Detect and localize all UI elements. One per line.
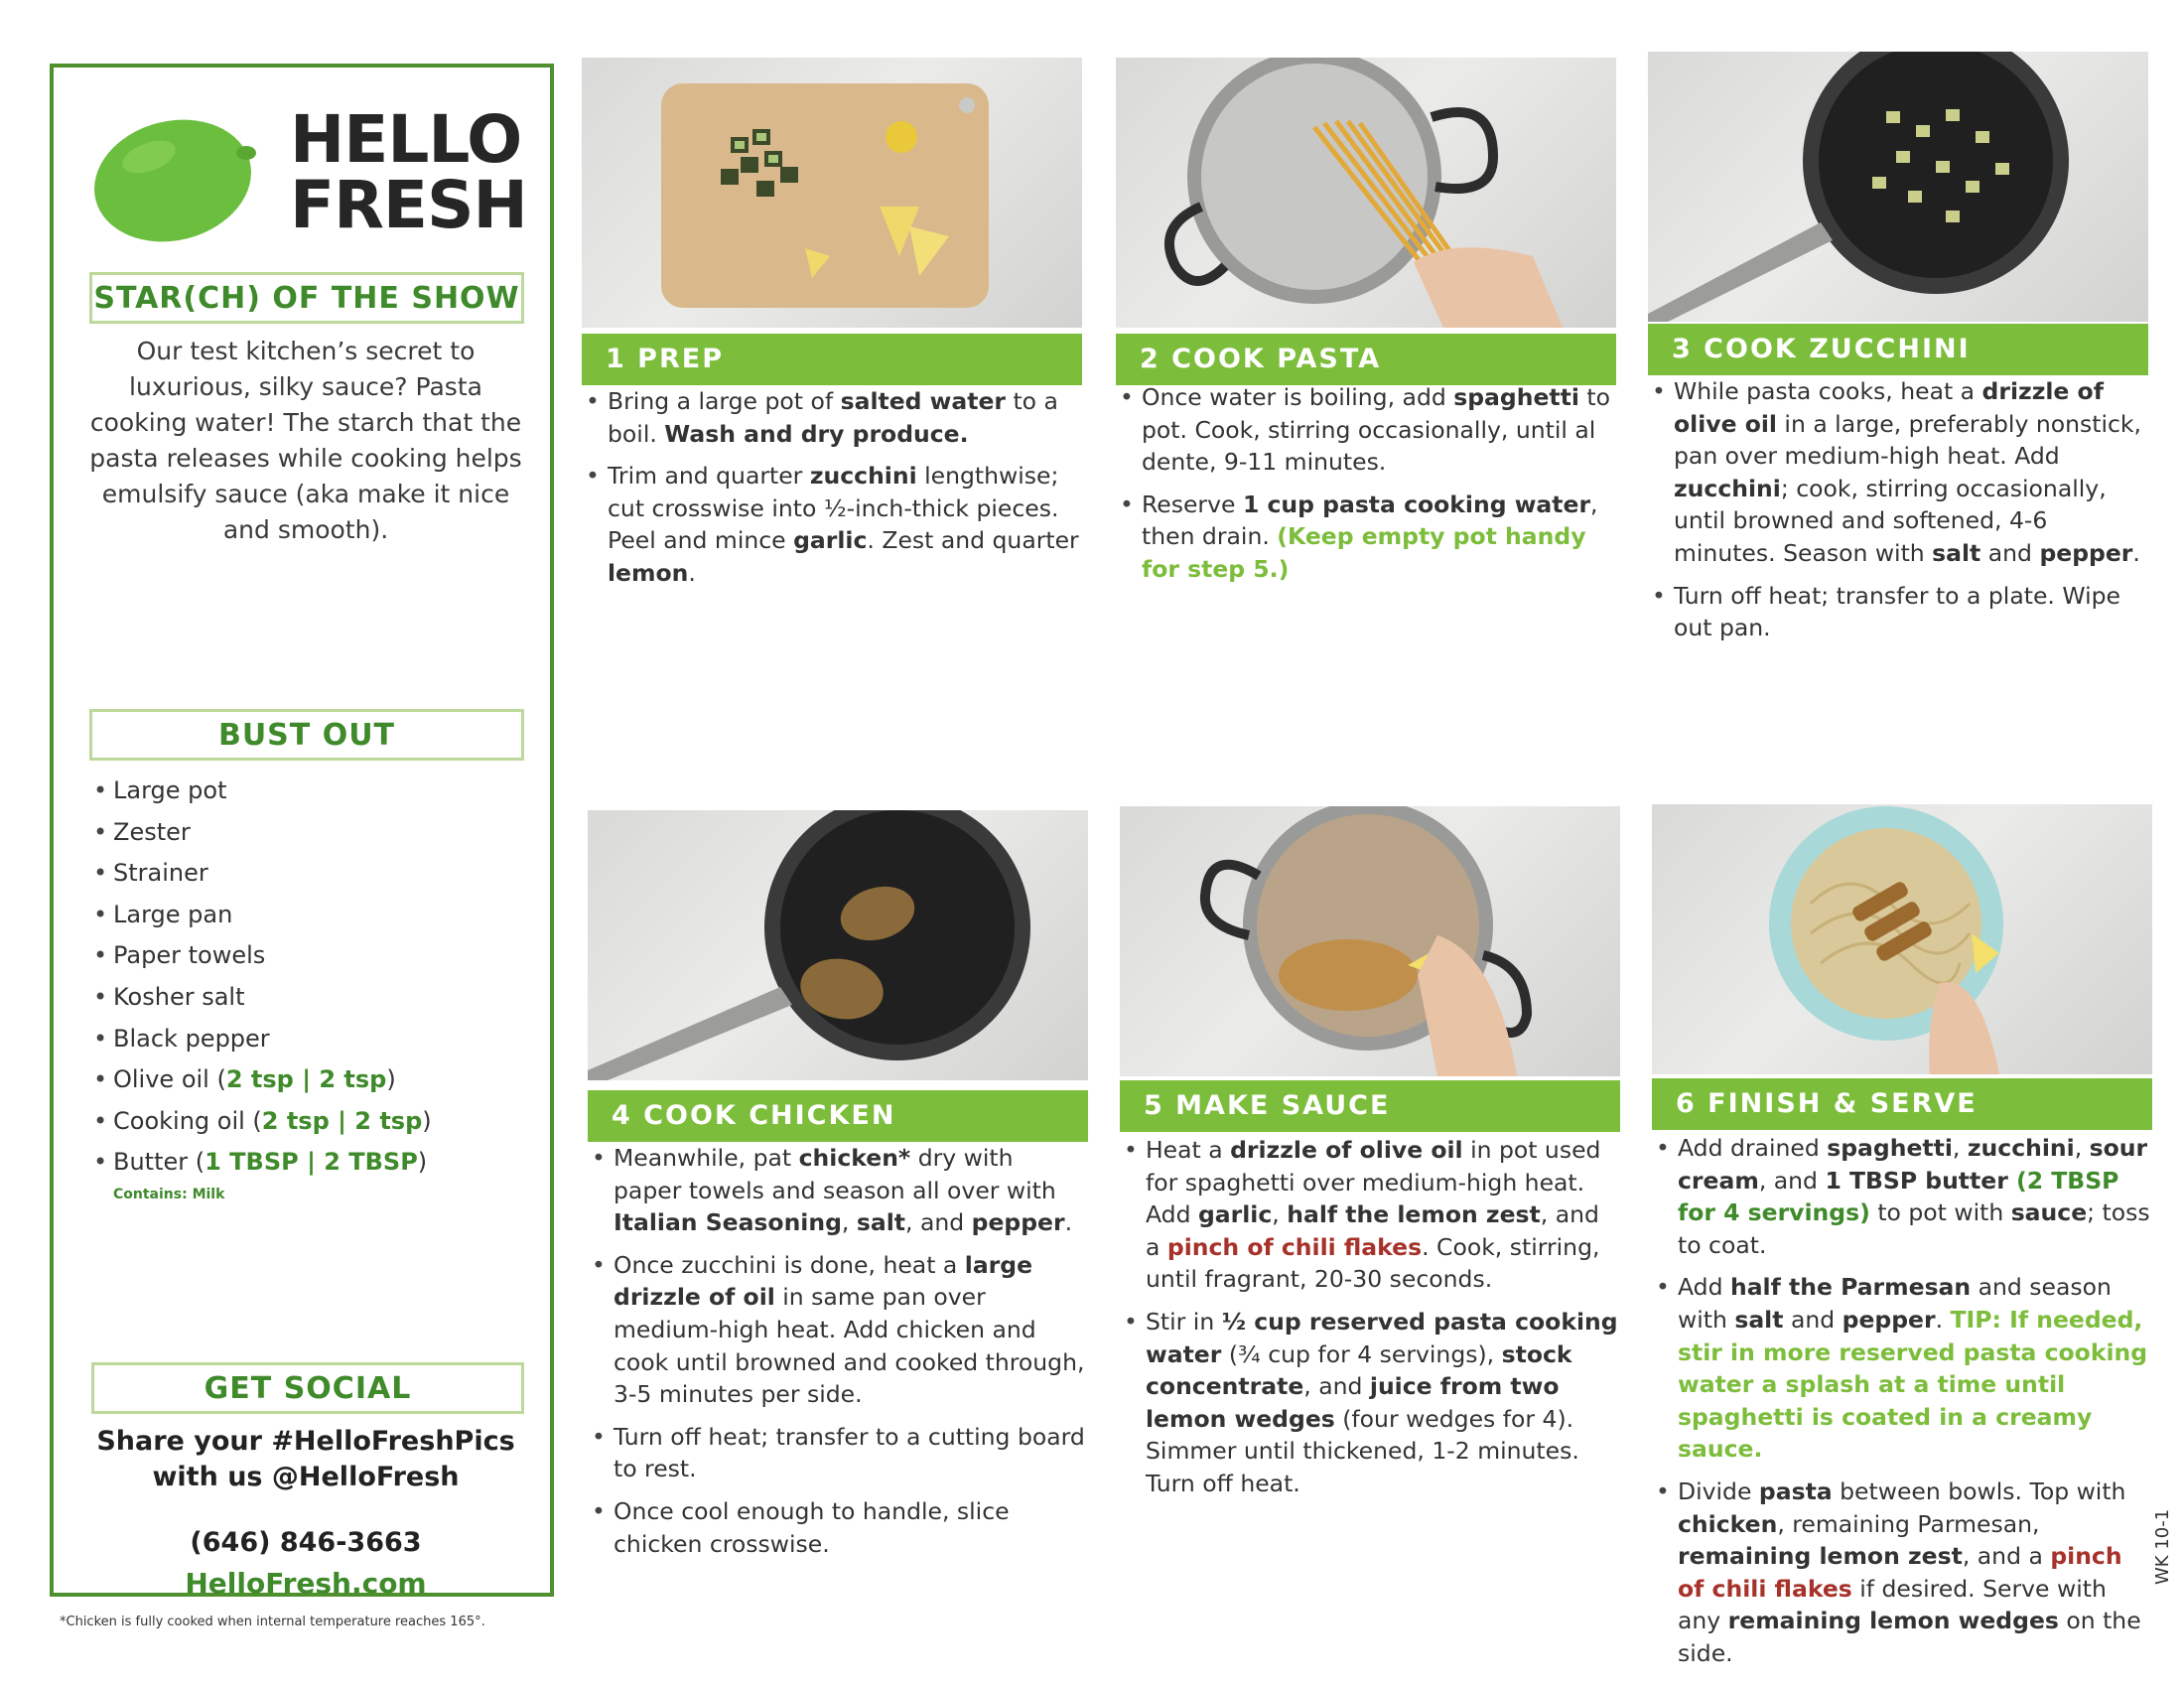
step-6-title: 6 FINISH & SERVE (1652, 1078, 2152, 1130)
zucchini-pan-image (1648, 52, 2148, 322)
step-3-instructions (1648, 375, 2148, 654)
step-1-title: 1 PREP (582, 334, 1082, 385)
social-line-1: Share your #HelloFreshPics (96, 1426, 515, 1457)
step-5-title: 5 MAKE SAUCE (1120, 1080, 1620, 1132)
social-line-2: with us @HelloFresh (152, 1462, 460, 1492)
logo-line-1: HELLO (290, 101, 522, 178)
step-4-title: 4 COOK CHICKEN (588, 1090, 1088, 1142)
hellofresh-logo (89, 95, 526, 254)
bust-out-heading: BUST OUT (89, 709, 524, 761)
sauce-pot-image (1120, 806, 1620, 1076)
instruction: • Once water is boiling, add spaghetti to pot. Cook, stirring occasionally, until al dente, 9-11 minutes. (1116, 381, 1616, 479)
instruction: • Turn off heat; transfer to a cutting board to rest. (588, 1421, 1088, 1485)
step-1-photo (582, 58, 1082, 328)
starch-heading: STAR(CH) OF THE SHOW (89, 272, 524, 324)
logo-text (290, 101, 527, 243)
step-3-title: 3 COOK ZUCCHINI (1648, 324, 2148, 375)
tool-item-olive-oil: • Olive oil (2 tsp | 2 tsp) (89, 1059, 526, 1101)
tool-item-cooking-oil: • Cooking oil (2 tsp | 2 tsp) (89, 1101, 526, 1143)
allergen-note: Contains: Milk (113, 1187, 225, 1202)
step-5-instructions (1120, 1134, 1620, 1510)
step-6-instructions (1652, 1132, 2152, 1680)
instruction: • Reserve 1 cup pasta cooking water, then drain. (Keep empty pot handy for step 5.) (1116, 489, 1616, 586)
tools-list (89, 771, 526, 1184)
starch-text: Our test kitchen’s secret to luxurious, silky sauce? Pasta cooking water! The starch that the pasta releases while cooking helps emulsify sauce (aka make it nice and smooth). (89, 337, 522, 544)
instruction: • Add drained spaghetti, zucchini, sour cream, and 1 TBSP butter (2 TBSP for 4 servings) to pot with sauce; toss to coat. (1652, 1132, 2152, 1261)
tool-item: • Strainer (89, 853, 526, 895)
instruction: • Add half the Parmesan and season with salt and pepper. TIP: If needed, stir in more reserved pasta cooking water a splash at a time until spaghetti is coated in a creamy sauce. (1652, 1271, 2152, 1466)
lime-logo-icon (89, 109, 260, 246)
tool-item: • Paper towels (89, 935, 526, 977)
step-4-photo (588, 810, 1088, 1080)
tool-item: • Black pepper (89, 1019, 526, 1060)
plated-pasta-image (1652, 804, 2152, 1074)
tool-item: • Large pan (89, 895, 526, 936)
instruction: • Divide pasta between bowls. Top with chicken, remaining Parmesan, remaining lemon zest, and a pinch of chili flakes if desired. Serve with any remaining lemon wedges on the side. (1652, 1476, 2152, 1670)
logo-line-2: FRESH (290, 167, 527, 243)
instruction: • While pasta cooks, heat a drizzle of olive oil in a large, preferably nonstick, pan over medium-high heat. Add zucchini; cook, stirring occasionally, until browned and softened, 4-6 minutes. Season with salt and pepper. (1648, 375, 2148, 570)
instruction: • Bring a large pot of salted water to a boil. Wash and dry produce. (582, 385, 1082, 450)
step-2-instructions (1116, 381, 1616, 596)
step-2-photo (1116, 58, 1616, 328)
step-2-title: 2 COOK PASTA (1116, 334, 1616, 385)
recipe-code: WK 10-1 (2152, 1508, 2173, 1585)
instruction: • Turn off heat; transfer to a plate. Wipe out pan. (1648, 580, 2148, 644)
instruction: • Once zucchini is done, heat a large drizzle of oil in same pan over medium-high heat. Add chicken and cook until browned and cooked through, 3-5 minutes per side. (588, 1249, 1088, 1411)
website-link[interactable]: HelloFresh.com (185, 1567, 427, 1600)
social-heading: GET SOCIAL (91, 1362, 524, 1414)
sidebar-panel (50, 64, 554, 1600)
instruction: • Once cool enough to handle, slice chicken crosswise. (588, 1495, 1088, 1560)
phone-number: (646) 846-3663 (190, 1527, 422, 1558)
cutting-board-image (582, 58, 1082, 328)
instruction: • Heat a drizzle of olive oil in pot used for spaghetti over medium-high heat. Add garlic, half the lemon zest, and a pinch of chili flakes. Cook, stirring, until fragrant, 20-30 seconds. (1120, 1134, 1620, 1296)
pasta-pot-image (1116, 58, 1616, 328)
step-3-photo (1648, 52, 2148, 322)
tool-item-butter: • Butter (1 TBSP | 2 TBSP) (89, 1142, 526, 1184)
instruction: • Trim and quarter zucchini lengthwise; cut crosswise into ½-inch-thick pieces. Peel and mince garlic. Zest and quarter lemon. (582, 460, 1082, 589)
chicken-pan-image (588, 810, 1088, 1080)
social-text (73, 1424, 538, 1495)
tool-item: • Large pot (89, 771, 526, 812)
step-6-photo (1652, 804, 2152, 1074)
instruction: • Meanwhile, pat chicken* dry with paper towels and season all over with Italian Seasoning, salt, and pepper. (588, 1142, 1088, 1239)
step-1-instructions (582, 385, 1082, 600)
tool-item: • Kosher salt (89, 977, 526, 1019)
chicken-footnote: *Chicken is fully cooked when internal temperature reaches 165°. (60, 1615, 485, 1629)
step-5-photo (1120, 806, 1620, 1076)
tool-item: • Zester (89, 812, 526, 854)
step-4-instructions (588, 1142, 1088, 1570)
instruction: • Stir in ½ cup reserved pasta cooking water (¾ cup for 4 servings), stock concentrate, and juice from two lemon wedges (four wedges for 4). Simmer until thickened, 1-2 minutes. Turn off heat. (1120, 1306, 1620, 1500)
